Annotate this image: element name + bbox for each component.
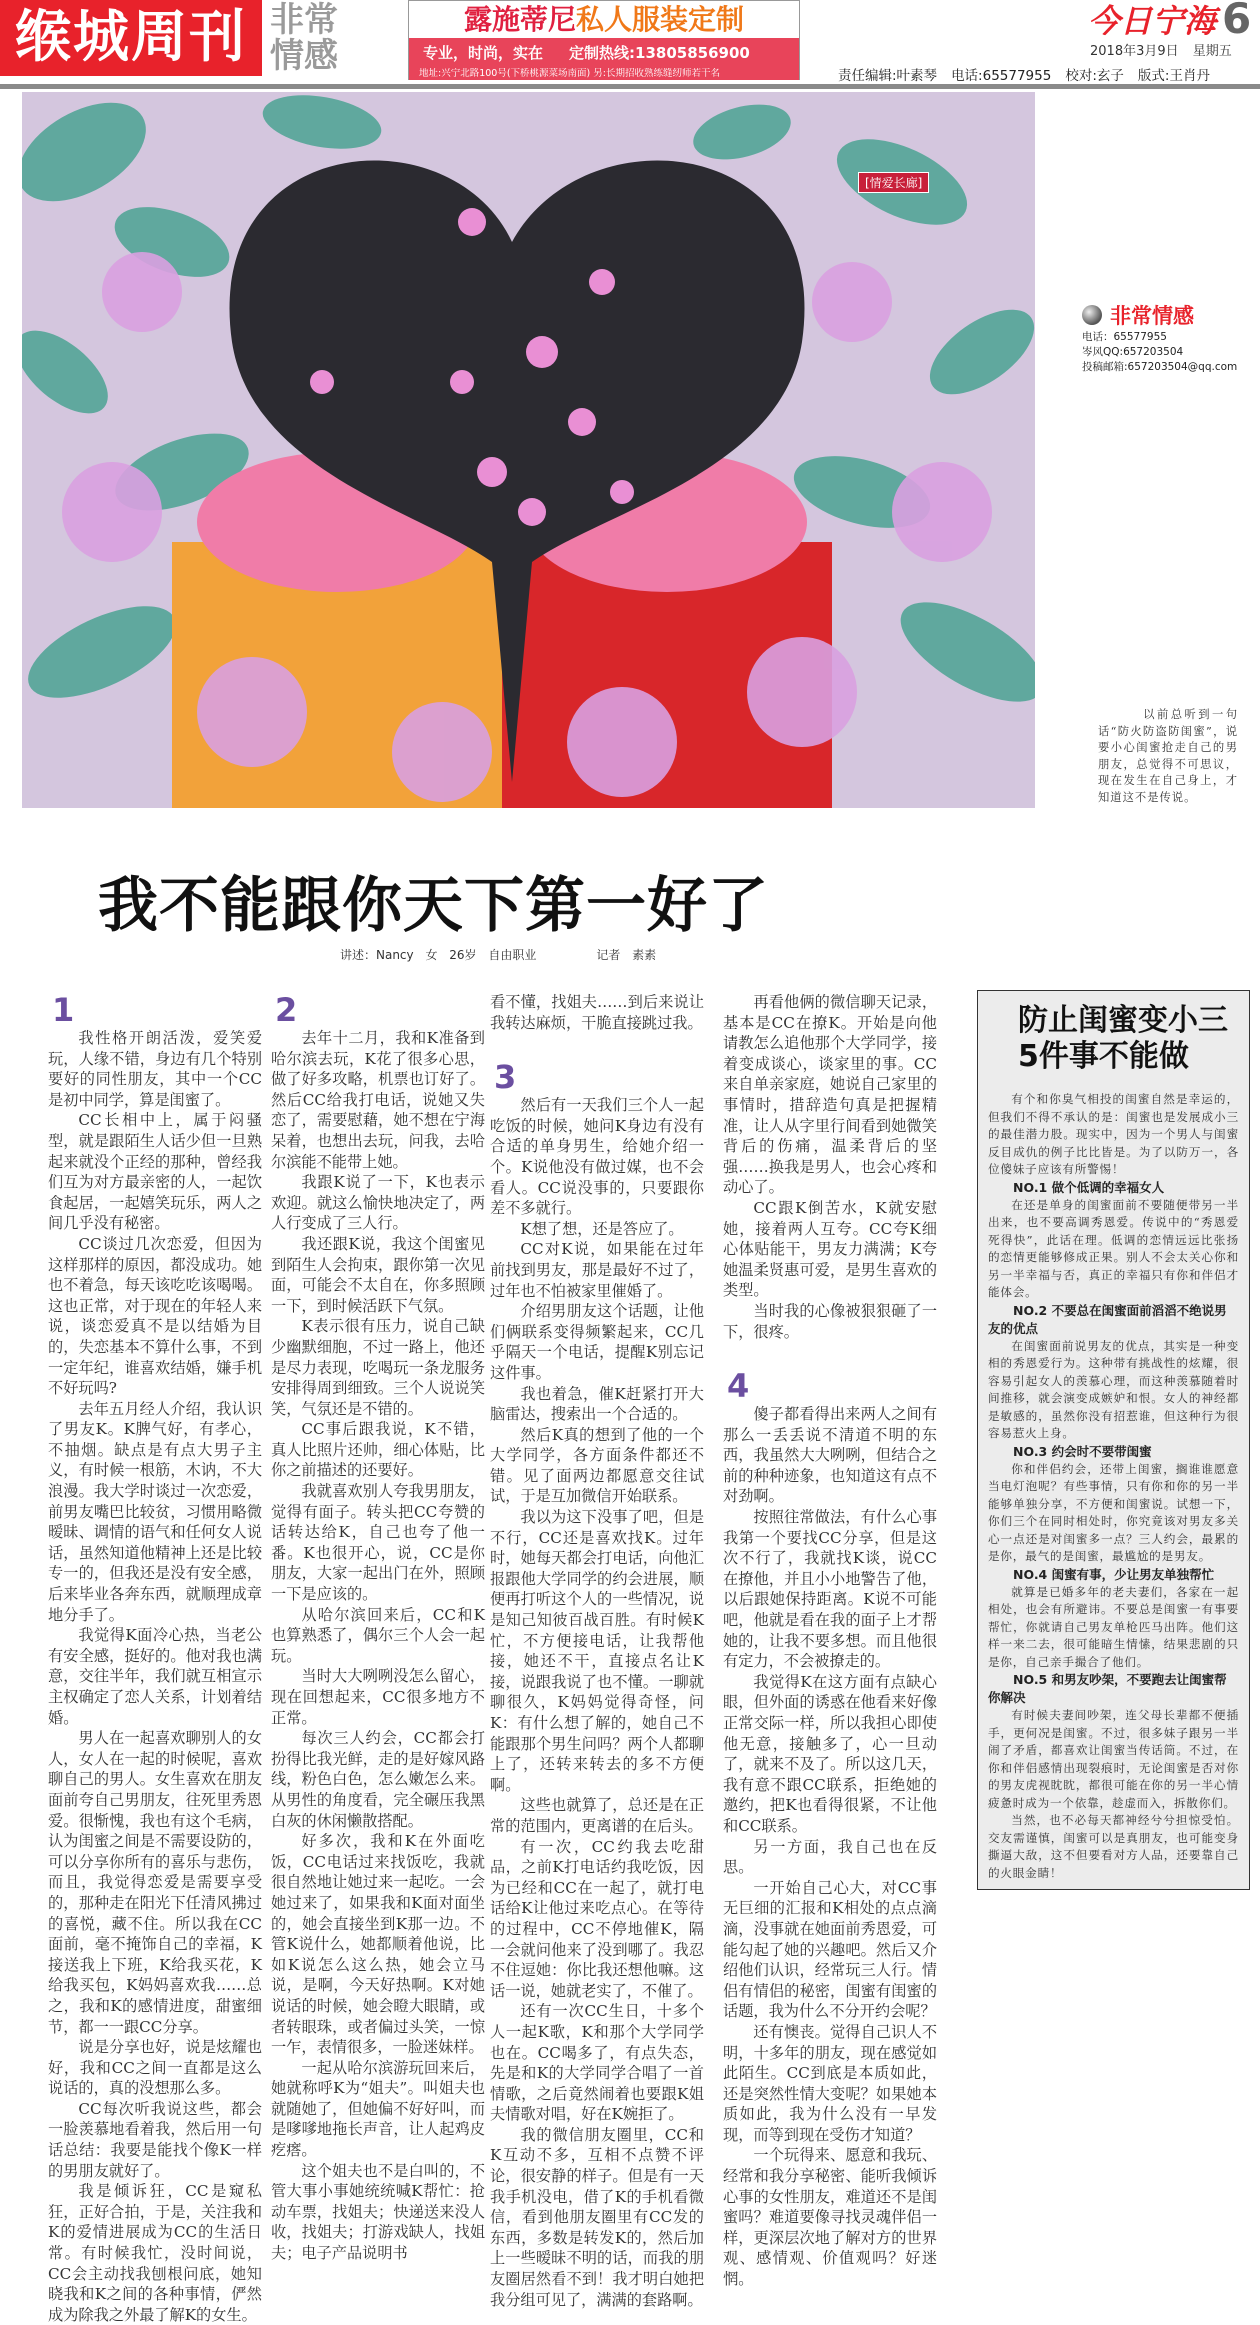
paragraph: CC对K说，如果能在过年前找到男友，那是最好不过了，过年也不怕被家里催婚了。 bbox=[490, 1240, 704, 1300]
paragraph: CC谈过几次恋爱，但因为这样那样的原因，都没成功。她也不着急，每天该吃吃该喝喝。这也正常，对于现在的年轻人来说，谈恋爱真不是以结婚为目的，失恋基本不算什么事，不到一定年纪，谁喜欢结婚，嫌手机不好玩吗? bbox=[48, 1234, 262, 1398]
page-number: 6 bbox=[1222, 0, 1252, 43]
editor-phone: 电话:65577955 bbox=[951, 68, 1052, 84]
paragraph: 当时我的心像被狠狠砸了一下，很疼。 bbox=[723, 1301, 937, 1341]
paragraph: K想了想，还是答应了。 bbox=[520, 1219, 684, 1238]
ad-address: 地址:兴宁北路100号(下桥桃源菜场南面) 另:长期招收熟练缝纫师若干名 bbox=[409, 68, 799, 80]
paragraph: 有一次，CC约我去吃甜品，之前K打电话约我吃饭，因为已经和CC在一起了，就打电话给K让他过来吃点心。在等待的过程中，CC不停地催K，隔一会就问他来了没到哪了。我忍不住逗她：你比我还想他嘛。这话一说，她就老实了，不催了。 bbox=[490, 1837, 704, 2000]
ad-product: 私人服装定制 bbox=[576, 3, 745, 36]
column-info bbox=[1082, 300, 1237, 375]
paragraph: 当时大大咧咧没怎么留心，现在回想起来，CC很多地方不正常。 bbox=[271, 1667, 485, 1727]
paragraph-continued: 看不懂，找姐夫……到后来说让我转达麻烦，干脆直接跳过我。 bbox=[490, 993, 704, 1032]
tip-paragraph: 在闺蜜面前说男友的优点，其实是一种变相的秀恩爱行为。这种带有挑战性的炫耀，很容易引起女人的羡慕心理，而这种羡慕随着时间推移，就会演变成嫉妒和恨。女人的神经都是敏感的，虽然你没有招惹谁，但这种行为很容易惹火上身。 bbox=[988, 1338, 1239, 1440]
narrator: 讲述：Nancy 女 26岁 自由职业 bbox=[340, 948, 537, 962]
advertisement bbox=[408, 0, 800, 80]
paragraph: 然后K真的想到了他的一个大学同学，各方面条件都还不错。见了面两边都愿意交往试试，于是互加微信开始联系。 bbox=[490, 1425, 704, 1506]
section-number: 3 bbox=[494, 1058, 517, 1097]
issue-date: 2018年3月9日 星期五 bbox=[1090, 44, 1232, 59]
masthead: 缑城周刊 bbox=[0, 0, 262, 76]
section-name-1: 非常 bbox=[270, 0, 338, 40]
paragraph: CC事后跟我说，K不错，真人比照片还帅，细心体贴，比你之前描述的还要好。 bbox=[271, 1420, 485, 1480]
illustration bbox=[22, 92, 1035, 808]
paragraph: 还有一次CC生日，十多个人一起K歌，K和那个大学同学也在。CC喝多了，有点失态，先是和K的大学同学合唱了一首情歌，之后竟然闹着也要跟K姐夫情歌对唱，好在K婉拒了。 bbox=[490, 2002, 704, 2124]
sphere-icon bbox=[1082, 305, 1102, 325]
ad-brand: 露施蒂尼 bbox=[463, 3, 576, 36]
sidebar-title-1: 防止闺蜜变小三 bbox=[1018, 1003, 1228, 1038]
byline bbox=[340, 946, 656, 963]
column-phone: 电话：65577955 bbox=[1082, 331, 1167, 343]
tip-heading: NO.5 和男友吵架，不要跑去让闺蜜帮你解决 bbox=[988, 1672, 1227, 1705]
column-tag: [情爱长廊] bbox=[858, 172, 929, 193]
paragraph: 这些也就算了，总还是在正常的范围内，更离谱的在后头。 bbox=[490, 1796, 704, 1835]
tip-heading: NO.3 约会时不要带闺蜜 bbox=[1013, 1443, 1152, 1459]
header-divider bbox=[0, 84, 1260, 89]
tip-heading: NO.4 闺蜜有事，少让男友单独帮忙 bbox=[1013, 1566, 1215, 1582]
paragraph: 还有懊丧。觉得自己识人不明，十多年的朋友，现在感觉如此陌生。CC到底是本质如此，还是突然性情大变呢？如果她本质如此，我为什么没有一早发现，而等到现在受伤才知道？ bbox=[723, 2022, 937, 2144]
paragraph: 我还跟K说，我这个闺蜜见到陌生人会拘束，跟你第一次见面，可能会不太自在，你多照顾一下，到时候活跃下气氛。 bbox=[271, 1234, 485, 1315]
ad-slogan: 专业，时尚，实在 bbox=[423, 44, 544, 62]
paragraph: 一起从哈尔滨游玩回来后，她就称呼K为“姐夫”。叫姐夫也就随她了，但她偏不好好叫，而是嗲嗲地拖长声音，让人起鸡皮疙瘩。 bbox=[271, 2058, 485, 2160]
paragraph: 我跟K说了一下，K也表示欢迎。就这么愉快地决定了，两人行变成了三人行。 bbox=[271, 1173, 485, 1233]
paragraph: 我就喜欢别人夸我男朋友，觉得有面子。转头把CC夸赞的话转达给K，自己也夸了他一番。K也很开心，说，CC是你朋友，大家一起出门在外，照顾一下是应该的。 bbox=[271, 1482, 485, 1604]
paragraph: 每次三人约会，CC都会打扮得比我光鲜，走的是好嫁风路线，粉色白色，怎么嫩怎么来。从男性的角度看，完全碾压我黑白灰的休闲懒散搭配。 bbox=[271, 1729, 485, 1830]
paragraph: 去年五月经人介绍，我认识了男友K。K脾气好，有孝心，不抽烟。缺点是有点大男子主义，有时候一根筋，木讷，不大浪漫。我大学时谈过一次恋爱，前男友嘴巴比较贫，习惯用略微暧昧、调情的语气和任何女人说话，虽然知道他精神上还是比较专一的，但我还是没有安全感，后来毕业各奔东西，就顺理成章地分手了。 bbox=[48, 1399, 262, 1624]
tip-paragraph: 当然，也不必每天都神经兮兮担惊受怕。交友需谨慎，闺蜜可以是真朋友，也可能变身撕逼大敌，这不但要看对方人品，还要靠自己的火眼金睛！ bbox=[988, 1813, 1239, 1880]
paragraph: 我性格开朗活泼，爱笑爱玩，人缘不错，身边有几个特别要好的同性朋友，其中一个CC是初中同学，算是闺蜜了。 bbox=[48, 1029, 262, 1109]
article-column-4 bbox=[723, 992, 937, 2290]
paragraph: 从哈尔滨回来后，CC和K也算熟悉了，偶尔三个人会一起玩。 bbox=[271, 1605, 485, 1665]
paragraph: 然后有一天我们三个人一起吃饭的时候，她问K身边有没有合适的单身男生，给她介绍一个。K说他没有做过媒，也不会看人。CC说没事的，只要跟你差不多就行。 bbox=[490, 1096, 704, 1218]
tip-heading: NO.1 做个低调的幸福女人 bbox=[1013, 1179, 1165, 1195]
paragraph: 我觉得K面冷心热，当老公有安全感，挺好的。他对我也满意，交往半年，我们就互相宣示主权确定了恋人关系，计划着结婚。 bbox=[48, 1626, 262, 1727]
article-column-2 bbox=[271, 992, 485, 2264]
section-number: 4 bbox=[727, 1367, 750, 1406]
illustration-two-women-hair-heart bbox=[22, 92, 1035, 808]
proofreader: 校对:玄子 bbox=[1065, 68, 1124, 84]
section-name-2: 情感 bbox=[270, 36, 338, 76]
paragraph: 另一方面，我自己也在反思。 bbox=[723, 1837, 937, 1877]
paragraph: 我的微信朋友圈里，CC和K互动不多，互相不点赞不评论，很安静的样子。但是有一天我手机没电，借了K的手机看微信，看到他朋友圈里有CC发的东西，多数是转发K的，然后加上一些暧昧不明的话，而我的朋友圈居然看不到！我才明白她把我分组可见了，满满的套路啊。 bbox=[490, 2125, 704, 2309]
article-column-3 bbox=[490, 992, 704, 2310]
tip-paragraph: 有个和你臭气相投的闺蜜自然是幸运的，但我们不得不承认的是：闺蜜也是发展成小三的最佳潜力股。现实中，因为一个男人与闺蜜反目成仇的例子比比皆是。为了以防万一，各位傻妹子应该有所警惕！ bbox=[988, 1092, 1239, 1176]
tip-paragraph: 在还是单身的闺蜜面前不要随便带另一半出来，也不要高调秀恩爱。传说中的“秀恩爱死得快”，此话在理。低调的恋情远远比张扬的恋情更能够修成正果。别人不会太关心你和另一半幸福与否，真正的幸福只有你和伴侣才能体会。 bbox=[988, 1197, 1239, 1299]
reporter: 记者 素素 bbox=[596, 948, 657, 962]
paragraph: 再看他俩的微信聊天记录，基本是CC在撩K。开始是向他请教怎么追他那个大学同学，接着变成谈心，谈家里的事。CC来自单亲家庭，她说自己家里的事情时，措辞造句真是把握精准，让人从字里行间看到她微笑背后的伤痛，温柔背后的坚强……换我是男人，也会心疼和动心了。 bbox=[723, 993, 937, 1197]
paragraph: 去年十二月，我和K准备到哈尔滨去玩，K花了很多心思，做了好多攻略，机票也订好了。然后CC给我打电话，说她又失恋了，需要慰藉，她不想在宁海呆着，也想出去玩，问我，去哈尔滨能不能带上她。 bbox=[271, 1029, 485, 1171]
paragraph: CC跟K倒苦水，K就安慰她，接着两人互夸。CC夸K细心体贴能干，男友力满满；K夸她温柔贤惠可爱，是男生喜欢的类型。 bbox=[723, 1198, 937, 1300]
paragraph: 我也着急，催K赶紧打开大脑雷达，搜索出一个合适的。 bbox=[490, 1384, 704, 1424]
editor: 责任编辑:叶素琴 bbox=[838, 68, 938, 84]
tip-heading: NO.2 不要总在闺蜜面前滔滔不绝说男友的优点 bbox=[988, 1302, 1227, 1336]
paragraph: 介绍男朋友这个话题，让他们俩联系变得频繁起来，CC几乎隔天一个电话，提醒K别忘记这件事。 bbox=[490, 1302, 704, 1382]
column-title: 非常情感 bbox=[1110, 304, 1194, 328]
section-number: 1 bbox=[52, 991, 75, 1029]
paragraph: 按照往常做法，有什么心事我第一个要找CC分享，但是这次不行了，我就找K谈，说CC在撩他，并且小小地警告了他，以后跟她保持距离。K说不可能吧，他就是看在我的面子上才帮她的，让我不要多想。而且他很有定力，不会被撩走的。 bbox=[723, 1508, 937, 1671]
paragraph: 说是分享也好，说是炫耀也好，我和CC之间一直都是这么说话的，真的没想那么多。 bbox=[48, 2038, 262, 2098]
paragraph: K表示很有压力，说自己缺少幽默细胞，不过一路上，他还是尽力表现，吃喝玩一条龙服务安排得周到细致。三个人说说笑笑，气氛还是不错的。 bbox=[271, 1317, 485, 1418]
layout-designer: 版式:王肖丹 bbox=[1137, 68, 1210, 84]
tip-paragraph: 就算是已婚多年的老夫妻们，各家在一起相处，也会有所避讳。不要总是闺蜜一有事要帮忙，你就请自己男友单枪匹马出阵。他们这样一来二去，很可能暗生情愫，结果悲剧的只是你，自己亲手撮合了他们。 bbox=[988, 1584, 1239, 1669]
paragraph: 傻子都看得出来两人之间有那么一丢丢说不清道不明的东西，我虽然大大咧咧，但结合之前的种种迹象，也知道这有点不对劲啊。 bbox=[723, 1405, 937, 1506]
paragraph: 一开始自己心大，对CC事无巨细的汇报和K相处的点点滴滴，没事就在她面前秀恩爱，可能勾起了她的兴趣吧。然后又介绍他们认识，经常玩三人行。情侣有情侣的秘密，闺蜜有闺蜜的话题，我为什么不分开约会呢？ bbox=[723, 1878, 937, 2021]
paper-logo: 今日宁海 bbox=[1088, 2, 1217, 40]
editor-line bbox=[838, 64, 1210, 84]
paragraph: CC每次听我说这些，都会一脸羡慕地看着我，然后用一句话总结：我要是能找个像K一样的男朋友就好了。 bbox=[48, 2099, 262, 2180]
paragraph: 我以为这下没事了吧，但是不行，CC还是喜欢找K。过年时，她每天都会打电话，向他汇报跟他大学同学的约会进展，顺便再打听这个人的一些情况，说是知己知彼百战百胜。有时候K忙，不方便接电话，让我帮他接，她还不干，直接点名让K接，说跟我说了也不懂。一聊就聊很久，K妈妈觉得奇怪，问K：有什么想了解的，她自己不能跟那个男生问吗？两个人都聊上了，还转来转去的多不方便啊。 bbox=[490, 1508, 704, 1794]
paragraph: 我觉得K在这方面有点缺心眼，但外面的诱惑在他看来好像正常交际一样，所以我担心即使他无意，接触多了，心一旦动了，就来不及了。所以这几天，我有意不跟CC联系，拒绝她的邀约，把K也看得很紧，不让他和CC联系。 bbox=[723, 1672, 937, 1835]
column-email: 投稿邮箱:657203504@qq.com bbox=[1082, 361, 1238, 373]
paragraph: 男人在一起喜欢聊别人的女人，女人在一起的时候呢，喜欢聊自己的男人。女生喜欢在朋友面前夸自己男朋友，往死里秀恩爱。很惭愧，我也有这个毛病，认为闺蜜之间是不需要设防的，可以分享你所有的喜乐与悲伤，而且，我觉得恋爱是需要享受的，那种走在阳光下任清风拂过的喜悦，藏不住。所以我在CC面前，毫不掩饰自己的幸福，K接送我上下班，K给我买花，K给我买包，K妈妈喜欢我……总之，我和K的感情进度，甜蜜细节，都一一跟CC分享。 bbox=[48, 1729, 262, 2036]
sidebar-title-2: 5件事不能做 bbox=[1018, 1039, 1189, 1074]
tip-paragraph: 你和伴侣约会，还带上闺蜜，搁谁谁愿意当电灯泡呢？有些事情，只有你和你的另一半能够单独分享，不方便和闺蜜说。试想一下，你们三个在同时相处时，你究竟该对男友多关心一点还是对闺蜜多一点？三人约会，最累的是你，最气的是闺蜜，最尴尬的是男友。 bbox=[988, 1461, 1239, 1563]
sidebar-tips-box bbox=[977, 990, 1250, 1890]
paragraph: 这个姐夫也不是白叫的，不管大事小事她统统喊K帮忙：抢动车票，找姐夫；快递送来没人收，找姐夫；打游戏缺人，找姐夫；电子产品说明书 bbox=[271, 2161, 485, 2263]
section-number: 2 bbox=[275, 991, 298, 1029]
column-qq: 岑风QQ:657203504 bbox=[1082, 346, 1184, 358]
intro-caption: 以前总听到一句话“防火防盗防闺蜜”，说要小心闺蜜抢走自己的男朋友，总觉得不可思议，现在发生在自己身上，才知道这不是传说。 bbox=[1098, 708, 1238, 804]
paragraph: 好多次，我和K在外面吃饭，CC电话过来找饭吃，我就很自然地让她过来一起吃。一会她过来了，如果我和K面对面坐的，她会直接坐到K那一边。不管K说什么，她都顺着他说，比如K说怎么这么热，她会立马说，是啊，今天好热啊。K对她说话的时候，她会瞪大眼睛，或者转眼珠，或者偏过头笑，一惊一乍，表情很多，一脸迷妹样。 bbox=[271, 1832, 485, 2057]
ad-hotline: 定制热线:13805856900 bbox=[569, 44, 750, 62]
paragraph: CC长相中上，属于闷骚型，就是跟陌生人话少但一旦熟起来就没个正经的那种，曾经我们互为对方最亲密的人，一起饮食起居，一起嬉笑玩乐，两人之间几乎没有秘密。 bbox=[48, 1111, 262, 1233]
paragraph: 我是倾诉狂，CC是窥私狂，正好合拍，于是，关注我和K的爱情进展成为CC的生活日常。有时候我忙，没时间说，CC会主动找我刨根问底，她知晓我和K之间的各种事情，俨然成为除我之外最了解K的女生。 bbox=[48, 2182, 262, 2324]
headline: 我不能跟你天下第一好了 bbox=[98, 871, 769, 941]
tip-paragraph: 有时候夫妻间吵架，连父母长辈都不便插手，更何况是闺蜜。不过，很多妹子跟另一半闹了矛盾，都喜欢让闺蜜当传话筒。不过，在你和伴侣感情出现裂痕时，无论闺蜜是否对你的男友虎视眈眈，都很可能在你的另一半心情疲惫时成为一个依靠，趁虚而入，拆散你们。 bbox=[988, 1708, 1239, 1810]
article-column-1 bbox=[48, 992, 262, 2325]
paragraph: 一个玩得来、愿意和我玩、经常和我分享秘密、能听我倾诉心事的女性朋友，难道还不是闺蜜吗？难道要像寻找灵魂伴侣一样，更深层次地了解对方的世界观、感情观、价值观吗？好迷惘。 bbox=[723, 2146, 937, 2289]
